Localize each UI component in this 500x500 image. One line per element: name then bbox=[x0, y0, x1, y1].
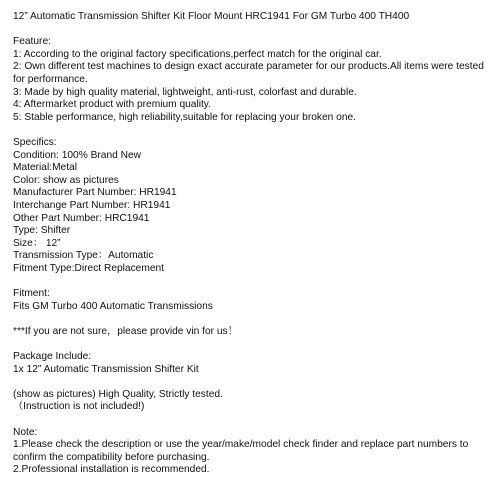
package-heading: Package Include: bbox=[13, 351, 92, 363]
instruction-note: （Instruction is not included!) bbox=[13, 401, 145, 413]
fitment-heading: Fitment: bbox=[13, 288, 50, 300]
feature-item-1: 1: According to the original factory specifications,perfect match for the original car. bbox=[13, 48, 382, 60]
spec-material: Material:Metal bbox=[13, 162, 77, 174]
spacer bbox=[13, 124, 491, 137]
note-item-1: 1.Please check the description or use the year/make/model check finder and replace part numbers to confirm the compatibility before purchasing. bbox=[13, 439, 469, 463]
spec-transmission-type: Transmission Type：Automatic bbox=[13, 250, 154, 262]
spec-size: Size： 12” bbox=[13, 237, 61, 249]
vin-note: ***If you are not sure，please provide vin for us！ bbox=[13, 325, 238, 337]
spec-other-part-number: Other Part Number: HRC1941 bbox=[13, 212, 150, 224]
feature-item-4: 4: Aftermarket product with premium quality. bbox=[13, 99, 211, 111]
spec-fitment-type: Fitment Type:Direct Replacement bbox=[13, 262, 164, 274]
spec-condition: Condition: 100% Brand New bbox=[13, 149, 141, 161]
package-item: 1x 12” Automatic Transmission Shifter Kit bbox=[13, 363, 199, 375]
feature-heading: Feature: bbox=[13, 36, 51, 48]
feature-item-2: 2: Own different test machines to design exact accurate parameter for our products.All items were tested for performance. bbox=[13, 61, 484, 85]
spacer bbox=[13, 24, 491, 37]
product-title: 12” Automatic Transmission Shifter Kit Floor Mount HRC1941 For GM Turbo 400 TH400 bbox=[13, 11, 410, 22]
fitment-text: Fits GM Turbo 400 Automatic Transmissions bbox=[13, 300, 213, 312]
spacer bbox=[13, 414, 491, 427]
spec-color: Color: show as pictures bbox=[13, 174, 119, 186]
spec-type: Type: Shifter bbox=[13, 225, 71, 237]
spec-manufacturer-part-number: Manufacturer Part Number: HR1941 bbox=[13, 187, 177, 199]
feature-item-3: 3: Made by high quality material, lightweight, anti-rust, colorfast and durable. bbox=[13, 86, 357, 98]
specifics-heading: Specifics: bbox=[13, 136, 57, 148]
spec-interchange-part-number: Interchange Part Number: HR1941 bbox=[13, 199, 171, 211]
spacer bbox=[13, 275, 491, 288]
spacer bbox=[13, 313, 491, 326]
quality-note: (show as pictures) High Quality, Strictly tested. bbox=[13, 388, 223, 400]
spacer bbox=[13, 338, 491, 351]
spacer bbox=[13, 376, 491, 389]
feature-item-5: 5: Stable performance, high reliability,suitable for replacing your broken one. bbox=[13, 111, 356, 123]
note-heading: Note: bbox=[13, 426, 38, 438]
note-item-2: 2.Professional installation is recommended. bbox=[13, 464, 210, 476]
product-description bbox=[13, 11, 491, 477]
